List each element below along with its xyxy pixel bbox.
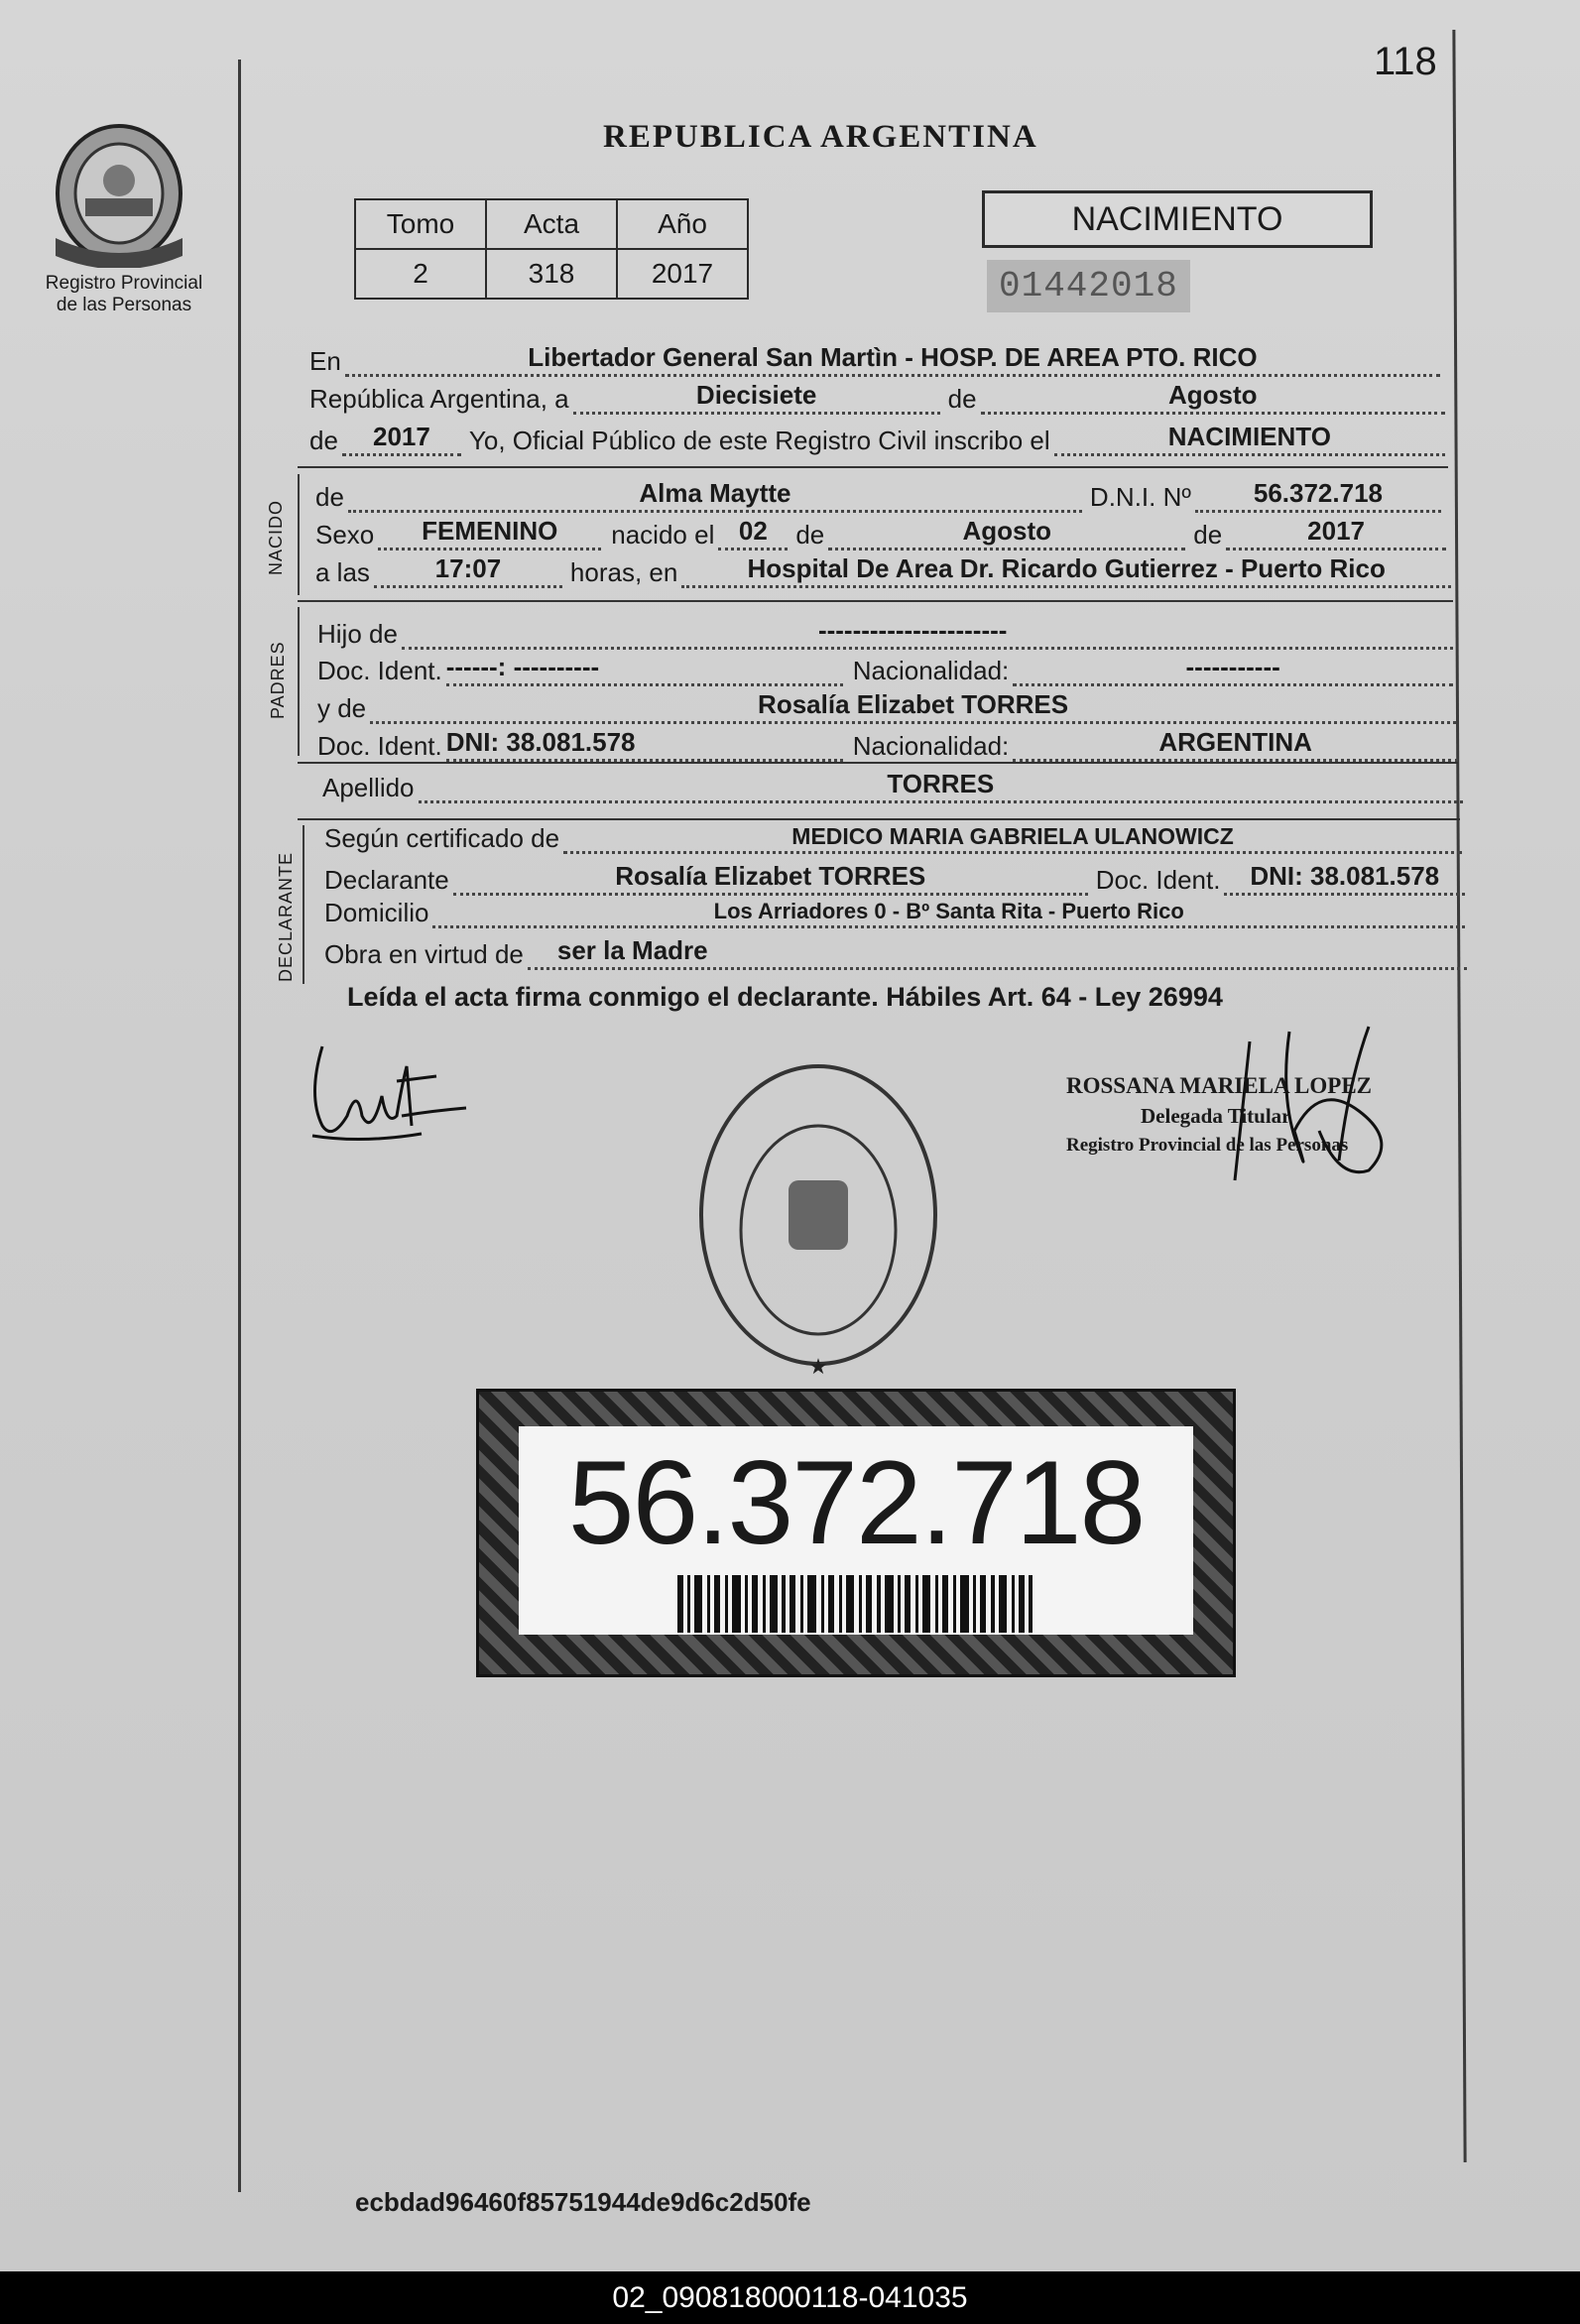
padres-side-label: PADRES: [268, 641, 288, 719]
inscribe-value: NACIMIENTO: [1054, 422, 1445, 456]
row-time: [315, 553, 1451, 588]
decl-doc-value: DNI: 38.081.578: [1224, 861, 1465, 896]
declarante-value: Rosalía Elizabet TORRES: [453, 861, 1088, 896]
row-hijo-de: [317, 615, 1453, 650]
mother-doc: DNI: 38.081.578: [446, 727, 843, 762]
de-label-4: de: [795, 520, 825, 550]
de-label-3: de: [315, 482, 344, 512]
logo-caption: [25, 273, 223, 316]
month-value: Agosto: [981, 380, 1445, 415]
declarante-bracket: [303, 825, 304, 984]
row-mother-doc: [317, 727, 1458, 762]
name-value: Alma Maytte: [348, 478, 1082, 513]
birth-month: Agosto: [828, 516, 1185, 550]
apellido-value: TORRES: [419, 769, 1463, 803]
father-value: ----------------------: [402, 615, 1453, 650]
row-name: [315, 478, 1441, 513]
row-en: [309, 342, 1440, 377]
row-sexo: [315, 516, 1446, 550]
father-nat: -----------: [1013, 652, 1453, 686]
declarant-signature: [303, 1027, 471, 1161]
row-republica: [309, 380, 1445, 415]
row-year: [309, 422, 1445, 456]
province-emblem: [50, 119, 188, 268]
domicilio-value: Los Arriadores 0 - Bº Santa Rita - Puerto Rico: [432, 899, 1465, 928]
document-hash: ecbdad96460f85751944de9d6c2d50fe: [355, 2187, 811, 2217]
row-declarante: [324, 861, 1465, 896]
domicilio-label: Domicilio: [324, 898, 429, 927]
father-doc: ------: ----------: [446, 652, 843, 686]
footer-bar: [0, 2271, 1580, 2324]
apellido-label: Apellido: [322, 773, 415, 802]
page-number: 118: [1374, 40, 1437, 83]
document-heading: REPUBLICA ARGENTINA: [603, 119, 1038, 155]
republica-label: República Argentina, a: [309, 384, 569, 414]
sexo-value: FEMENINO: [378, 516, 601, 550]
de-label-5: de: [1193, 520, 1223, 550]
emblem-icon: [50, 119, 188, 268]
row-segun: [324, 823, 1462, 854]
registry-seal: [694, 1056, 942, 1389]
en-label: En: [309, 346, 341, 376]
officer-role: Delegada Titular: [1141, 1104, 1291, 1128]
section-line-3: [298, 762, 1458, 764]
segun-value: MEDICO MARIA GABRIELA ULANOWICZ: [563, 823, 1462, 854]
sexo-label: Sexo: [315, 520, 375, 550]
record-value-tomo: 2: [355, 249, 486, 299]
declarante-side-label: DECLARANTE: [276, 851, 296, 982]
row-apellido: [322, 769, 1463, 803]
barcode-number: 56.372.718: [567, 1436, 1145, 1569]
declarante-label: Declarante: [324, 865, 449, 895]
barcode-icon: [677, 1575, 1034, 1633]
hijo-de-label: Hijo de: [317, 619, 398, 649]
record-type-box: NACIMIENTO: [982, 190, 1373, 248]
barcode-inner: [519, 1426, 1193, 1635]
nacido-bracket: [298, 474, 300, 595]
record-table: [354, 198, 749, 300]
birth-year: 2017: [1226, 516, 1446, 550]
year-value: 2017: [342, 422, 461, 456]
en-value: Libertador General San Martìn - HOSP. DE AREA PTO. RICO: [345, 342, 1440, 377]
svg-text:★: ★: [808, 1354, 828, 1379]
doc-ident-label-2: Doc. Ident.: [317, 731, 442, 761]
horas-label: horas, en: [569, 557, 678, 587]
doc-ident-label-1: Doc. Ident.: [317, 656, 442, 685]
record-header-tomo: Tomo: [355, 199, 486, 249]
record-header-acta: Acta: [486, 199, 617, 249]
day-value: Diecisiete: [573, 380, 940, 415]
y-de-label: y de: [317, 693, 367, 723]
obra-value: ser la Madre: [528, 935, 1467, 970]
record-value-ano: 2017: [617, 249, 748, 299]
mother-value: Rosalía Elizabet TORRES: [370, 689, 1456, 724]
de-label-2: de: [309, 426, 338, 455]
row-domicilio: [324, 898, 1465, 928]
dni-value: 56.372.718: [1195, 478, 1441, 513]
a-las-label: a las: [315, 557, 370, 587]
section-line-2: [298, 600, 1453, 602]
section-line-1: [298, 466, 1448, 468]
officer-signature: [1170, 1022, 1408, 1195]
nacionalidad-label-2: Nacionalidad:: [852, 731, 1010, 761]
left-margin-line: [238, 60, 241, 2192]
footer-filename: 02_090818000118-041035: [612, 2281, 968, 2314]
section-line-4: [298, 818, 1460, 820]
de-label-1: de: [947, 384, 977, 414]
logo-caption-line1: Registro Provincial: [45, 273, 203, 294]
barcode-label: [476, 1389, 1236, 1677]
decl-doc-label: Doc. Ident.: [1095, 865, 1221, 895]
mother-nat: ARGENTINA: [1013, 727, 1458, 762]
logo-caption-line2: de las Personas: [56, 295, 192, 315]
row-mother: [317, 689, 1456, 724]
legal-text: Leída el acta firma conmigo el declarante. Hábiles Art. 64 - Ley 26994: [347, 982, 1223, 1012]
dni-label: D.N.I. Nº: [1089, 482, 1191, 512]
birth-time: 17:07: [374, 553, 562, 588]
officer-org: Registro Provincial de las Personas: [1066, 1135, 1349, 1156]
record-value-acta: 318: [486, 249, 617, 299]
nacido-side-label: NACIDO: [266, 499, 286, 575]
signature-icon: [303, 1027, 471, 1156]
birth-day: 02: [718, 516, 788, 550]
nacido-el-label: nacido el: [611, 520, 715, 550]
seal-icon: [694, 1056, 942, 1384]
row-father-doc: [317, 652, 1453, 686]
yo-text: Yo, Oficial Público de este Registro Civil inscribo el: [468, 426, 1050, 455]
stamp-number: 01442018: [987, 260, 1190, 312]
nacionalidad-label-1: Nacionalidad:: [852, 656, 1010, 685]
padres-bracket: [298, 607, 300, 756]
right-margin-line: [1452, 30, 1466, 2162]
birth-place: Hospital De Area Dr. Ricardo Gutierrez - Puerto Rico: [681, 553, 1451, 588]
row-obra: [324, 935, 1467, 970]
obra-label: Obra en virtud de: [324, 939, 524, 969]
segun-label: Según certificado de: [324, 823, 560, 853]
signature-icon: [1170, 1022, 1408, 1190]
record-header-ano: Año: [617, 199, 748, 249]
officer-name: ROSSANA MARIELA LOPEZ: [1066, 1073, 1373, 1098]
